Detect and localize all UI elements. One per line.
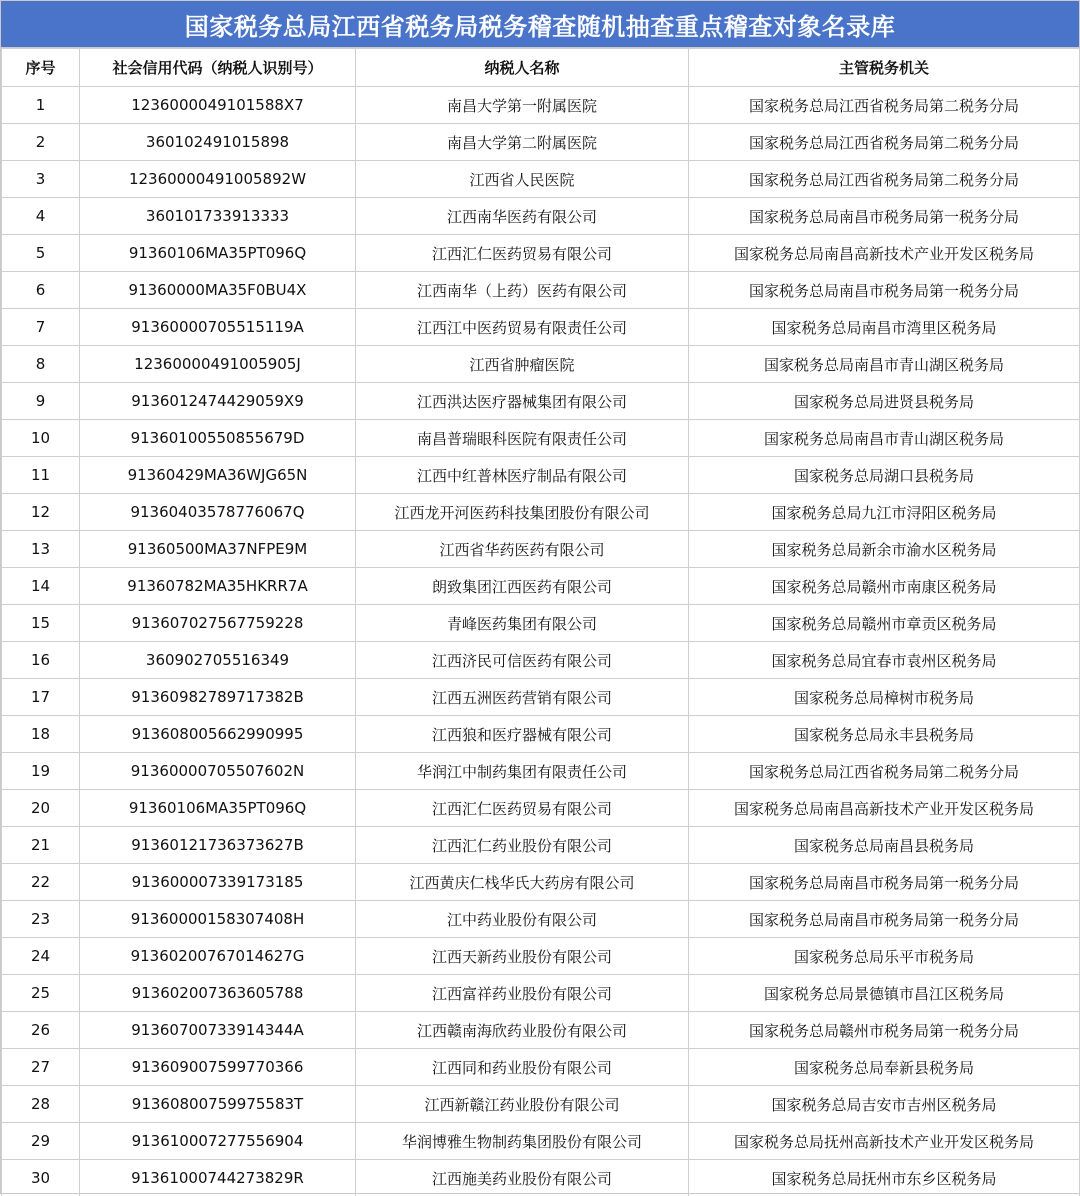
cell-tax-authority: 国家税务总局江西省税务局第二税务分局 (689, 87, 1080, 124)
cell-taxpayer-name: 南昌普瑞眼科医院有限责任公司 (356, 420, 689, 457)
cell-taxpayer-name: 江西新赣江药业股份有限公司 (356, 1086, 689, 1123)
table-row (2, 87, 1080, 124)
cell-taxpayer-name: 江西同和药业股份有限公司 (356, 1049, 689, 1086)
table-row (2, 420, 1080, 457)
cell-tax-authority: 国家税务总局江西省税务局第二税务分局 (689, 753, 1080, 790)
cell-index: 22 (2, 864, 80, 901)
cell-index: 6 (2, 272, 80, 309)
cell-taxpayer-name: 江西施美药业股份有限公司 (356, 1160, 689, 1196)
cell-tax-authority: 国家税务总局吉安市吉州区税务局 (689, 1086, 1080, 1123)
cell-taxpayer-name: 江西汇仁医药贸易有限公司 (356, 235, 689, 272)
table-row (2, 605, 1080, 642)
cell-tax-authority: 国家税务总局乐平市税务局 (689, 938, 1080, 975)
table-row (2, 531, 1080, 568)
table-row (2, 753, 1080, 790)
cell-taxpayer-name: 江西天新药业股份有限公司 (356, 938, 689, 975)
cell-tax-authority: 国家税务总局南昌市湾里区税务局 (689, 309, 1080, 346)
cell-index: 12 (2, 494, 80, 531)
cell-taxpayer-name: 华润江中制药集团有限责任公司 (356, 753, 689, 790)
cell-taxpayer-name: 青峰医药集团有限公司 (356, 605, 689, 642)
cell-taxpayer-name: 江西赣南海欣药业股份有限公司 (356, 1012, 689, 1049)
cell-credit-code: 913602007363605788 (80, 975, 356, 1012)
cell-index: 16 (2, 642, 80, 679)
cell-taxpayer-name: 江西黄庆仁栈华氏大药房有限公司 (356, 864, 689, 901)
cell-index: 21 (2, 827, 80, 864)
cell-tax-authority: 国家税务总局南昌市税务局第一税务分局 (689, 198, 1080, 235)
table-row (2, 494, 1080, 531)
cell-tax-authority: 国家税务总局景德镇市昌江区税务局 (689, 975, 1080, 1012)
cell-index: 20 (2, 790, 80, 827)
cell-tax-authority: 国家税务总局抚州市东乡区税务局 (689, 1160, 1080, 1196)
cell-credit-code: 913600007339173185 (80, 864, 356, 901)
cell-index: 4 (2, 198, 80, 235)
cell-tax-authority: 国家税务总局南昌市青山湖区税务局 (689, 420, 1080, 457)
cell-credit-code: 913609007599770366 (80, 1049, 356, 1086)
sheet-title: 国家税务总局江西省税务局税务稽查随机抽查重点稽查对象名录库 (1, 1, 1079, 48)
cell-tax-authority: 国家税务总局江西省税务局第二税务分局 (689, 124, 1080, 161)
cell-credit-code: 12360000491005905J (80, 346, 356, 383)
cell-taxpayer-name: 江西五洲医药营销有限公司 (356, 679, 689, 716)
table-row (2, 716, 1080, 753)
cell-taxpayer-name: 华润博雅生物制药集团股份有限公司 (356, 1123, 689, 1160)
cell-taxpayer-name: 江西南华医药有限公司 (356, 198, 689, 235)
table-row (2, 235, 1080, 272)
cell-taxpayer-name: 南昌大学第一附属医院 (356, 87, 689, 124)
cell-index: 3 (2, 161, 80, 198)
cell-taxpayer-name: 南昌大学第二附属医院 (356, 124, 689, 161)
cell-credit-code: 91360121736373627B (80, 827, 356, 864)
cell-taxpayer-name: 江西狼和医疗器械有限公司 (356, 716, 689, 753)
cell-index: 8 (2, 346, 80, 383)
cell-tax-authority: 国家税务总局九江市浔阳区税务局 (689, 494, 1080, 531)
table-row (2, 1160, 1080, 1196)
cell-tax-authority: 国家税务总局赣州市章贡区税务局 (689, 605, 1080, 642)
cell-credit-code: 91360403578776067Q (80, 494, 356, 531)
cell-tax-authority: 国家税务总局赣州市南康区税务局 (689, 568, 1080, 605)
cell-index: 2 (2, 124, 80, 161)
cell-credit-code: 91361000744273829R (80, 1160, 356, 1196)
cell-index: 27 (2, 1049, 80, 1086)
cell-tax-authority: 国家税务总局新余市渝水区税务局 (689, 531, 1080, 568)
cell-tax-authority: 国家税务总局南昌市青山湖区税务局 (689, 346, 1080, 383)
cell-credit-code: 360101733913333 (80, 198, 356, 235)
cell-tax-authority: 国家税务总局南昌高新技术产业开发区税务局 (689, 235, 1080, 272)
cell-index: 25 (2, 975, 80, 1012)
table-row (2, 679, 1080, 716)
cell-taxpayer-name: 江西省肿瘤医院 (356, 346, 689, 383)
cell-index: 13 (2, 531, 80, 568)
table-row (2, 346, 1080, 383)
cell-credit-code: 913607027567759228 (80, 605, 356, 642)
cell-taxpayer-name: 江西汇仁医药贸易有限公司 (356, 790, 689, 827)
table-row (2, 383, 1080, 420)
taxpayer-table (1, 48, 1080, 1196)
cell-credit-code: 360102491015898 (80, 124, 356, 161)
table-row (2, 124, 1080, 161)
cell-index: 29 (2, 1123, 80, 1160)
cell-credit-code: 91360500MA37NFPE9M (80, 531, 356, 568)
cell-tax-authority: 国家税务总局赣州市税务局第一税务分局 (689, 1012, 1080, 1049)
table-row (2, 161, 1080, 198)
header-credit-code: 社会信用代码（纳税人识别号） (80, 49, 356, 87)
cell-taxpayer-name: 江西中红普林医疗制品有限公司 (356, 457, 689, 494)
cell-taxpayer-name: 江中药业股份有限公司 (356, 901, 689, 938)
cell-credit-code: 91360000705515119A (80, 309, 356, 346)
cell-tax-authority: 国家税务总局南昌高新技术产业开发区税务局 (689, 790, 1080, 827)
cell-index: 15 (2, 605, 80, 642)
cell-index: 19 (2, 753, 80, 790)
table-row (2, 1123, 1080, 1160)
cell-credit-code: 91360106MA35PT096Q (80, 235, 356, 272)
table-row (2, 457, 1080, 494)
cell-index: 26 (2, 1012, 80, 1049)
cell-credit-code: 91360000MA35F0BU4X (80, 272, 356, 309)
cell-tax-authority: 国家税务总局湖口县税务局 (689, 457, 1080, 494)
cell-index: 1 (2, 87, 80, 124)
cell-tax-authority: 国家税务总局进贤县税务局 (689, 383, 1080, 420)
cell-credit-code: 91360700733914344A (80, 1012, 356, 1049)
cell-taxpayer-name: 江西洪达医疗器械集团有限公司 (356, 383, 689, 420)
cell-index: 14 (2, 568, 80, 605)
header-row (2, 49, 1080, 87)
cell-index: 23 (2, 901, 80, 938)
cell-credit-code: 91360000158307408H (80, 901, 356, 938)
cell-tax-authority: 国家税务总局南昌县税务局 (689, 827, 1080, 864)
cell-taxpayer-name: 江西富祥药业股份有限公司 (356, 975, 689, 1012)
cell-credit-code: 91360106MA35PT096Q (80, 790, 356, 827)
cell-credit-code: 91360982789717382B (80, 679, 356, 716)
cell-taxpayer-name: 江西龙开河医药科技集团股份有限公司 (356, 494, 689, 531)
table-row (2, 1086, 1080, 1123)
cell-tax-authority: 国家税务总局永丰县税务局 (689, 716, 1080, 753)
cell-credit-code: 91360200767014627G (80, 938, 356, 975)
table-row (2, 1012, 1080, 1049)
cell-tax-authority: 国家税务总局抚州高新技术产业开发区税务局 (689, 1123, 1080, 1160)
cell-taxpayer-name: 江西省人民医院 (356, 161, 689, 198)
table-row (2, 568, 1080, 605)
cell-index: 17 (2, 679, 80, 716)
table-row (2, 938, 1080, 975)
cell-tax-authority: 国家税务总局宜春市袁州区税务局 (689, 642, 1080, 679)
cell-index: 18 (2, 716, 80, 753)
table-row (2, 309, 1080, 346)
cell-credit-code: 913610007277556904 (80, 1123, 356, 1160)
cell-credit-code: 12360000491005892W (80, 161, 356, 198)
cell-index: 7 (2, 309, 80, 346)
table-row (2, 642, 1080, 679)
cell-tax-authority: 国家税务总局南昌市税务局第一税务分局 (689, 864, 1080, 901)
table-row (2, 790, 1080, 827)
table-row (2, 975, 1080, 1012)
cell-taxpayer-name: 朗致集团江西医药有限公司 (356, 568, 689, 605)
table-row (2, 272, 1080, 309)
cell-tax-authority: 国家税务总局南昌市税务局第一税务分局 (689, 272, 1080, 309)
cell-credit-code: 91360100550855679D (80, 420, 356, 457)
cell-tax-authority: 国家税务总局江西省税务局第二税务分局 (689, 161, 1080, 198)
cell-tax-authority: 国家税务总局樟树市税务局 (689, 679, 1080, 716)
cell-taxpayer-name: 江西省华药医药有限公司 (356, 531, 689, 568)
header-taxpayer-name: 纳税人名称 (356, 49, 689, 87)
cell-index: 30 (2, 1160, 80, 1196)
table-row (2, 827, 1080, 864)
table-row (2, 901, 1080, 938)
header-tax-authority: 主管税务机关 (689, 49, 1080, 87)
cell-index: 9 (2, 383, 80, 420)
table-body (2, 87, 1080, 1196)
table-row (2, 198, 1080, 235)
cell-taxpayer-name: 江西南华（上药）医药有限公司 (356, 272, 689, 309)
cell-credit-code: 1236000049101588X7 (80, 87, 356, 124)
cell-credit-code: 9136012474429059X9 (80, 383, 356, 420)
table-row (2, 1049, 1080, 1086)
cell-index: 11 (2, 457, 80, 494)
cell-credit-code: 91360000705507602N (80, 753, 356, 790)
header-index: 序号 (2, 49, 80, 87)
cell-index: 5 (2, 235, 80, 272)
cell-taxpayer-name: 江西济民可信医药有限公司 (356, 642, 689, 679)
cell-credit-code: 91360800759975583T (80, 1086, 356, 1123)
table-row (2, 864, 1080, 901)
cell-credit-code: 913608005662990995 (80, 716, 356, 753)
cell-index: 28 (2, 1086, 80, 1123)
cell-credit-code: 360902705516349 (80, 642, 356, 679)
cell-credit-code: 91360429MA36WJG65N (80, 457, 356, 494)
cell-taxpayer-name: 江西江中医药贸易有限责任公司 (356, 309, 689, 346)
cell-index: 10 (2, 420, 80, 457)
cell-taxpayer-name: 江西汇仁药业股份有限公司 (356, 827, 689, 864)
cell-credit-code: 91360782MA35HKRR7A (80, 568, 356, 605)
cell-tax-authority: 国家税务总局南昌市税务局第一税务分局 (689, 901, 1080, 938)
cell-tax-authority: 国家税务总局奉新县税务局 (689, 1049, 1080, 1086)
cell-index: 24 (2, 938, 80, 975)
